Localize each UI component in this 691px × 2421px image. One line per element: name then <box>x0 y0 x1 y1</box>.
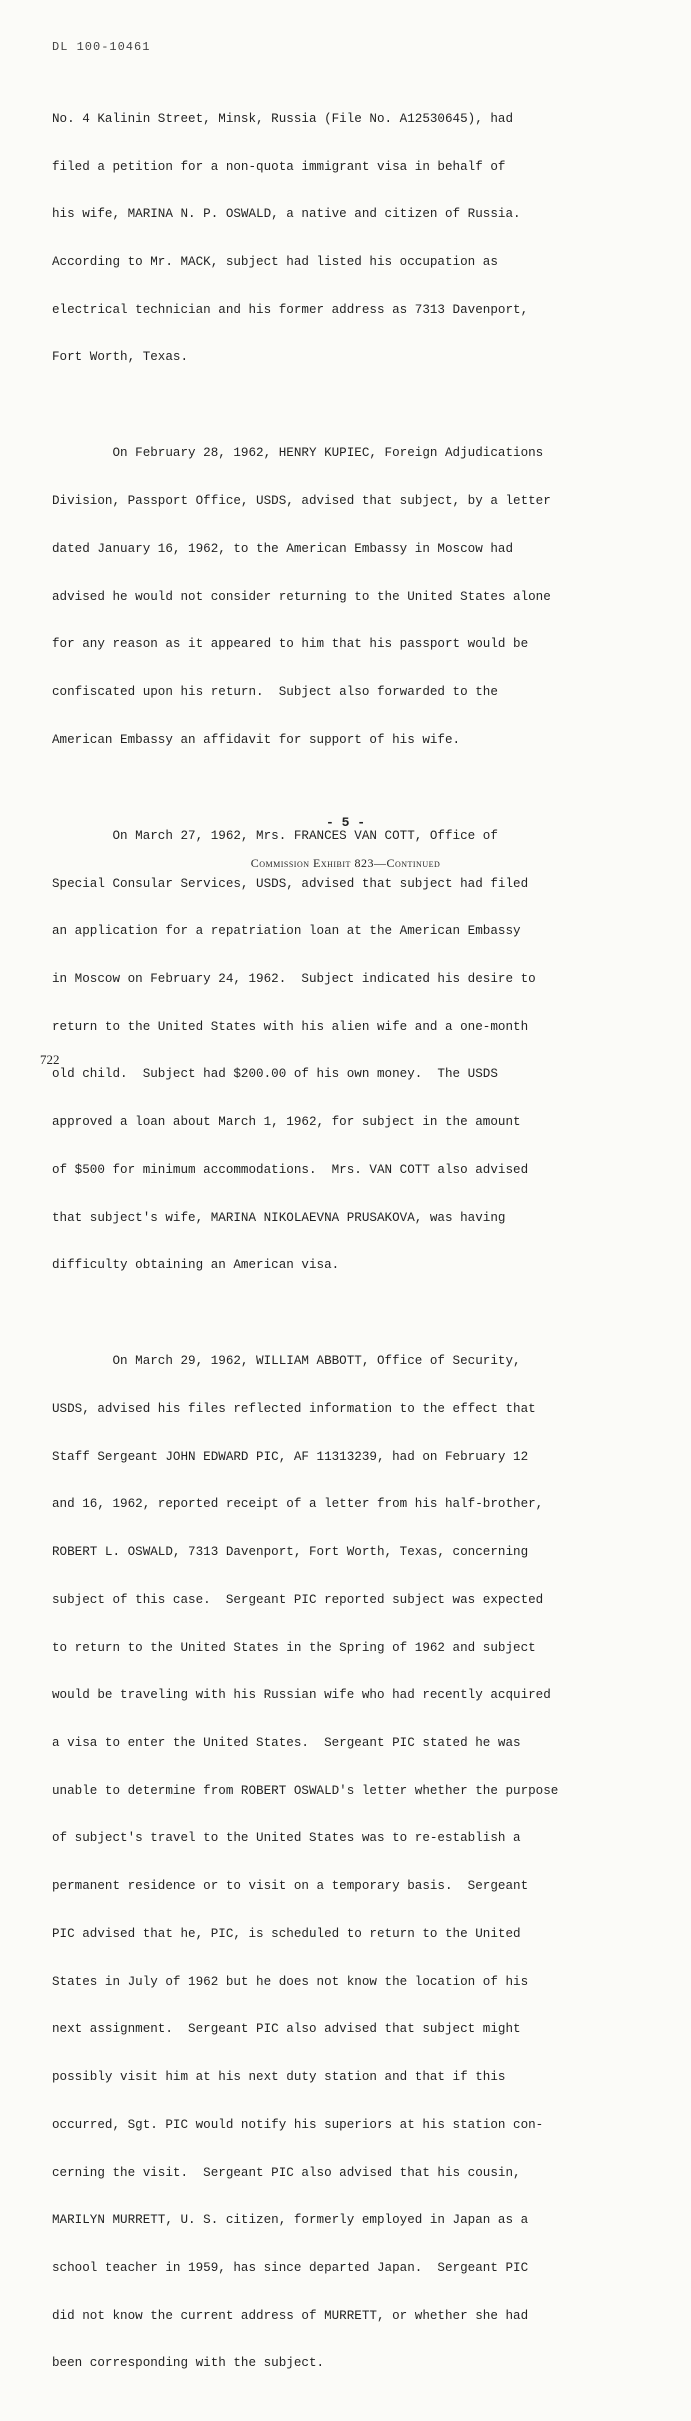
text-line: Special Consular Services, USDS, advised that subject had filed <box>52 876 529 891</box>
exhibit-caption: Commission Exhibit 823—Continued <box>250 856 441 870</box>
text-line: confiscated upon his return. Subject also forwarded to the <box>52 685 498 700</box>
text-line: for any reason as it appeared to him that his passport would be <box>52 637 529 652</box>
paragraph-4 <box>52 1322 642 2404</box>
text-line: a visa to enter the United States. Sergeant PIC stated he was <box>52 1736 521 1751</box>
text-line: MARILYN MURRETT, U. S. citizen, formerly employed in Japan as a <box>52 2213 529 2228</box>
paragraph-1 <box>52 80 642 398</box>
text-line: that subject's wife, MARINA NIKOLAEVNA PRUSAKOVA, was having <box>52 1210 506 1225</box>
text-line: of subject's travel to the United States was to re-establish a <box>52 1831 521 1846</box>
text-line: difficulty obtaining an American visa. <box>52 1258 340 1273</box>
paragraph-3 <box>52 797 642 1306</box>
text-line: Fort Worth, Texas. <box>52 350 189 365</box>
text-line: Division, Passport Office, USDS, advised that subject, by a letter <box>52 494 551 509</box>
text-line: cerning the visit. Sergeant PIC also advised that his cousin, <box>52 2165 521 2180</box>
text-line: On March 29, 1962, WILLIAM ABBOTT, Office of Security, <box>52 1354 521 1369</box>
text-line: school teacher in 1959, has since departed Japan. Sergeant PIC <box>52 2260 529 2275</box>
text-line: According to Mr. MACK, subject had listed his occupation as <box>52 254 498 269</box>
text-line: advised he would not consider returning to the United States alone <box>52 589 551 604</box>
text-line: of $500 for minimum accommodations. Mrs. VAN COTT also advised <box>52 1162 529 1177</box>
file-number: DL 100-10461 <box>52 40 151 54</box>
text-line: to return to the United States in the Spring of 1962 and subject <box>52 1640 536 1655</box>
text-line: old child. Subject had $200.00 of his own money. The USDS <box>52 1067 498 1082</box>
text-line: electrical technician and his former address as 7313 Davenport, <box>52 302 529 317</box>
text-line: ROBERT L. OSWALD, 7313 Davenport, Fort Worth, Texas, concerning <box>52 1545 529 1560</box>
text-line: possibly visit him at his next duty station and that if this <box>52 2070 506 2085</box>
text-line: permanent residence or to visit on a temporary basis. Sergeant <box>52 1879 529 1894</box>
text-line: Staff Sergeant JOHN EDWARD PIC, AF 11313239, had on February 12 <box>52 1449 529 1464</box>
text-line: been corresponding with the subject. <box>52 2356 325 2371</box>
text-line: subject of this case. Sergeant PIC reported subject was expected <box>52 1592 544 1607</box>
text-line: USDS, advised his files reflected information to the effect that <box>52 1402 536 1416</box>
text-line: next assignment. Sergeant PIC also advised that subject might <box>52 2022 521 2037</box>
text-line: No. 4 Kalinin Street, Minsk, Russia (File No. A12530645), had <box>52 111 514 126</box>
text-line: his wife, MARINA N. P. OSWALD, a native and citizen of Russia. <box>52 207 521 222</box>
text-line: in Moscow on February 24, 1962. Subject indicated his desire to <box>52 971 536 986</box>
text-line: an application for a repatriation loan at the American Embassy <box>52 924 521 939</box>
text-line: PIC advised that he, PIC, is scheduled to return to the United <box>52 1926 521 1941</box>
volume-page-number: 722 <box>40 1052 60 1067</box>
page-number: - 5 - <box>325 815 365 830</box>
text-line: return to the United States with his alien wife and a one-month <box>52 1019 529 1034</box>
document-body <box>52 80 642 2421</box>
text-line: States in July of 1962 but he does not know the location of his <box>52 1974 529 1989</box>
text-line: filed a petition for a non-quota immigrant visa in behalf of <box>52 159 506 174</box>
text-line: did not know the current address of MURRETT, or whether she had <box>52 2308 529 2323</box>
text-line: occurred, Sgt. PIC would notify his superiors at his station con- <box>52 2117 544 2132</box>
text-line: On March 27, 1962, Mrs. FRANCES VAN COTT, Office of <box>52 828 498 843</box>
text-line: American Embassy an affidavit for support of his wife. <box>52 732 461 747</box>
text-line: and 16, 1962, reported receipt of a letter from his half-brother, <box>52 1497 544 1512</box>
paragraph-2 <box>52 415 642 781</box>
text-line: approved a loan about March 1, 1962, for subject in the amount <box>52 1115 521 1130</box>
text-line: would be traveling with his Russian wife who had recently acquired <box>52 1688 551 1703</box>
text-line: dated January 16, 1962, to the American Embassy in Moscow had <box>52 541 514 556</box>
text-line: On February 28, 1962, HENRY KUPIEC, Foreign Adjudications <box>52 446 544 461</box>
text-line: unable to determine from ROBERT OSWALD's letter whether the purpose <box>52 1783 559 1798</box>
